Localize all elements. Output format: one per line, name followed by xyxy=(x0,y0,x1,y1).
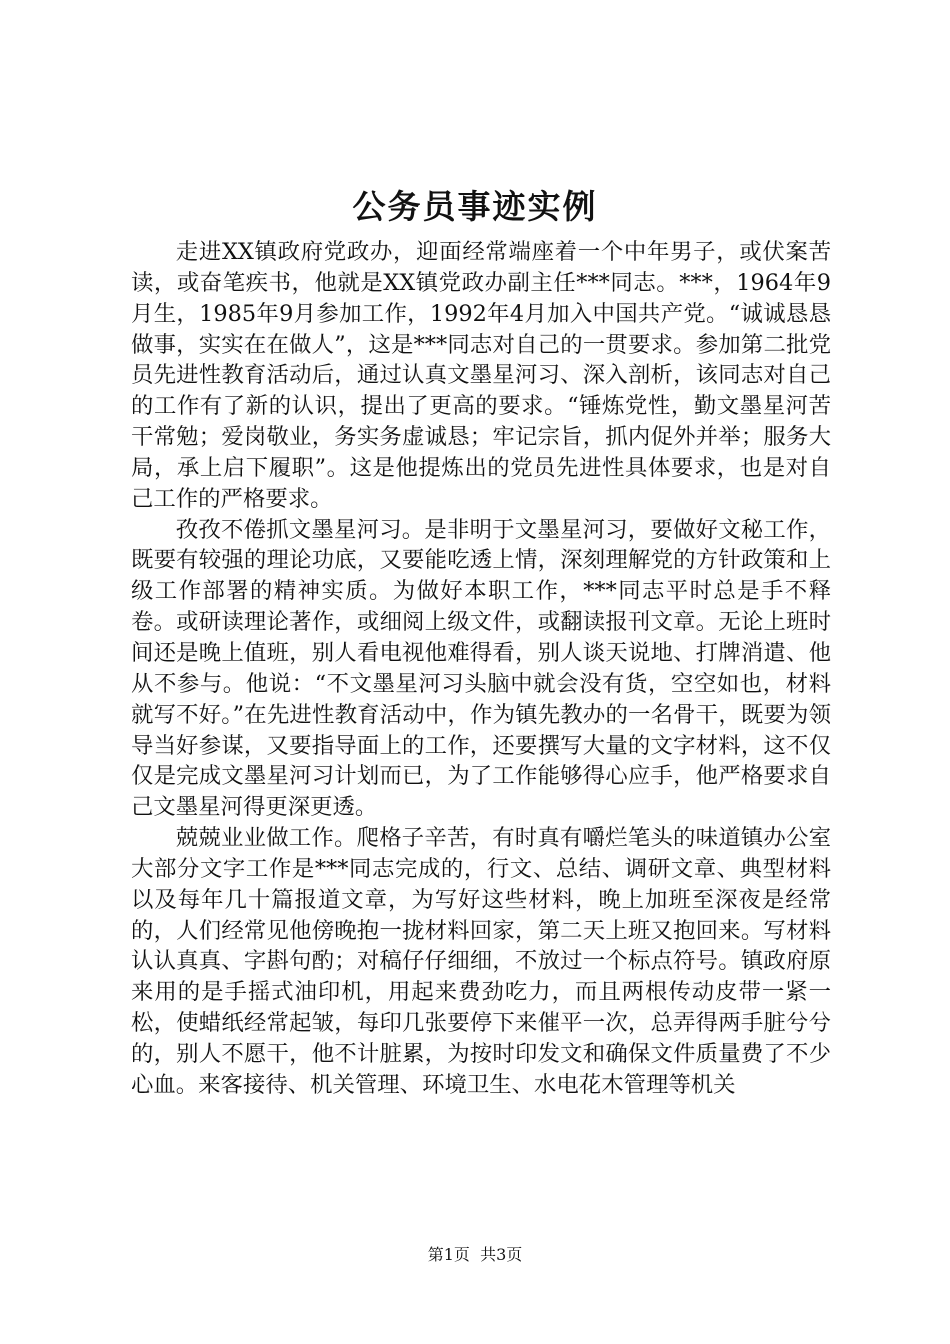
document-title: 公务员事迹实例 xyxy=(352,187,598,226)
paragraph: 兢兢业业做工作。爬格子辛苦，有时真有嚼烂笔头的味道镇办公室大部分文字工作是***同志完成的，行文、总结、调研文章、典型材料以及每年几十篇报道文章，为写好这些材料，晚上加班至深夜是经常的，人们经常见他傍晚抱一拢材料回家，第二天上班又抱回来。写材料认认真真、字斟句酌；对稿仔仔细细，不放过一个标点符号。镇政府原来用的是手摇式油印机，用起来费劲吃力，而且两根传动皮带一紧一松，使蜡纸经常起皱，每印几张要停下来催平一次，总弄得两手脏兮兮的，别人不愿干，他不计脏累，为按时印发文和确保文件质量费了不少心血。来客接待、机关管理、环境卫生、水电花木管理等机关 xyxy=(131,825,831,1098)
page-footer xyxy=(0,1245,950,1265)
paragraph: 孜孜不倦抓文墨星河习。是非明于文墨星河习，要做好文秘工作，既要有较强的理论功底，又要能吃透上情，深刻理解党的方针政策和上级工作部署的精神实质。为做好本职工作，***同志平时总是手不释卷。或研读理论著作，或细阅上级文件，或翻读报刊文章。无论上班时间还是晚上值班，别人看电视他难得看，别人谈天说地、打牌消遣、他从不参与。他说：“不文墨星河习头脑中就会没有货，空空如也，材料就写不好。”在先进性教育活动中，作为镇先教办的一名骨干，既要为领导当好参谋，又要指导面上的工作，还要撰写大量的文字材料，这不仅仅是完成文墨星河习计划而已，为了工作能够得心应手，他严格要求自己文墨星河得更深更透。 xyxy=(131,516,831,821)
paragraph: 走进XX镇政府党政办，迎面经常端座着一个中年男子，或伏案苦读，或奋笔疾书，他就是XX镇党政办副主任***同志。***，1964年9月生，1985年9月参加工作，1992年4月加入中国共产党。“诚诚恳恳做事，实实在在做人”，这是***同志对自己的一贯要求。参加第二批党员先进性教育活动后，通过认真文墨星河习、深入剖析，该同志对自己的工作有了新的认识，提出了更高的要求。“锤炼党性，勤文墨星河苦干常勉；爱岗敬业，务实务虚诚恳；牢记宗旨，抓内促外并举；服务大局，承上启下履职”。这是他提炼出的党员先进性具体要求，也是对自己工作的严格要求。 xyxy=(131,239,831,512)
document-body xyxy=(131,237,831,1101)
page-number-label: 第1页 共3页 xyxy=(427,1245,523,1264)
